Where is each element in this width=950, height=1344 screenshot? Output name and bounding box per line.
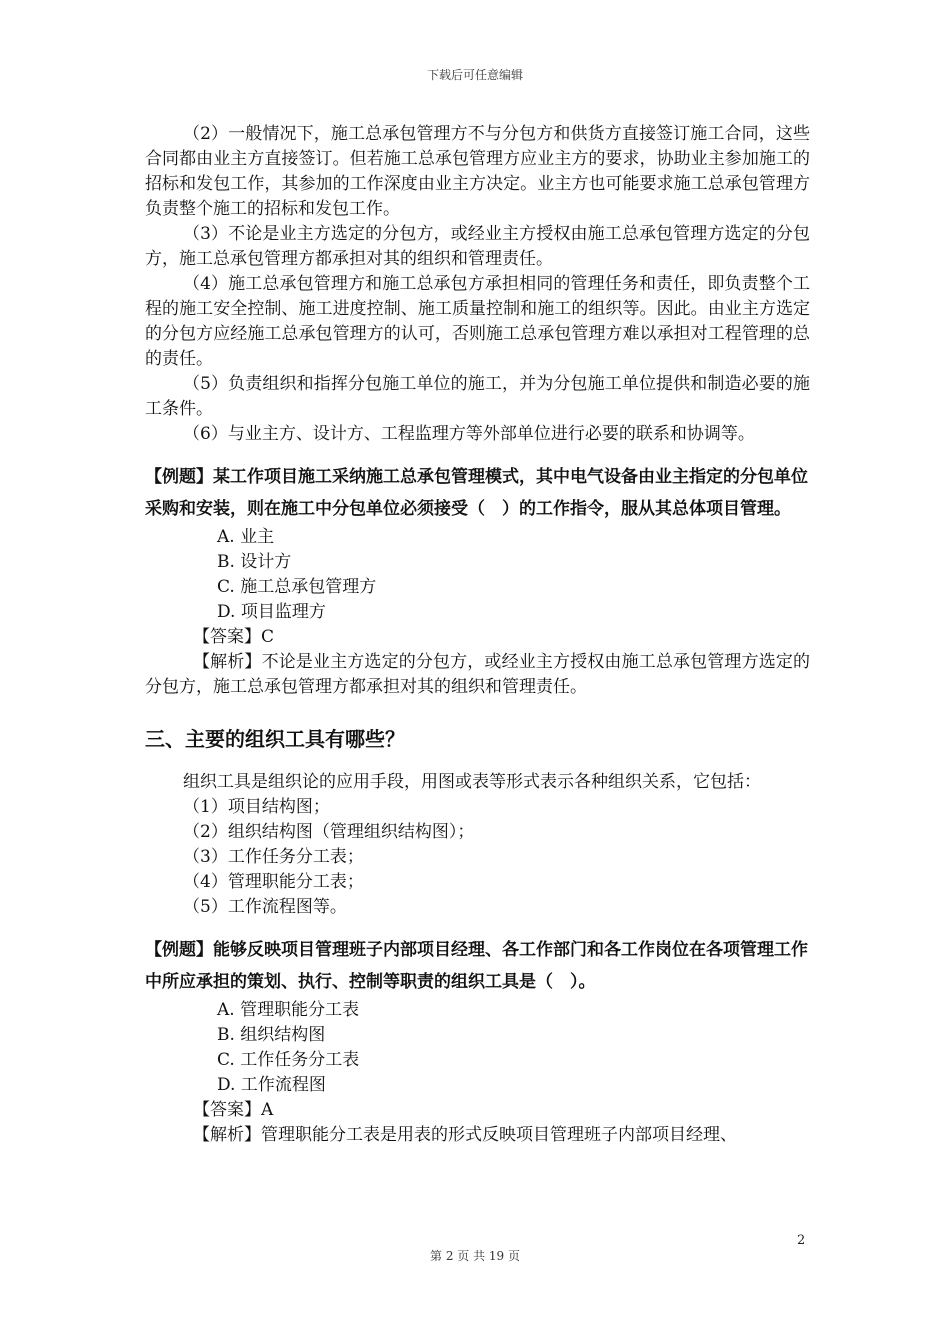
section-3-body [145, 770, 810, 920]
tool-item-4: （4）管理职能分工表； [183, 872, 364, 892]
section-3-heading: 三、主要的组织工具有哪些？ [145, 727, 405, 751]
paragraph-duty-5: （5）负责组织和指挥分包施工单位的施工，并为分包施工单位提供和制造必要的施工条件。 [145, 374, 810, 419]
example-2-question: 【例题】能够反映项目管理班子内部项目经理、各工作部门和各工作岗位在各项管理工作中所应承担的策划、执行、控制等职责的组织工具是（ ）。 [145, 940, 808, 992]
paragraph-duty-4: （4）施工总承包管理方和施工总承包方承担相同的管理任务和责任，即负责整个工程的施工安全控制、施工进度控制、施工质量控制和施工的组织等。因此。由业主方选定的分包方应经施工总承包管理方的认可，否则施工总承包管理方难以承担对工程管理的总的责任。 [145, 274, 810, 369]
management-duties-list [145, 122, 810, 447]
tool-item-1: （1）项目结构图； [183, 797, 330, 817]
example-2-option-b: B. 组织结构图 [217, 1025, 326, 1045]
section-3-intro: 组织工具是组织论的应用手段，用图或表等形式表示各种组织关系，它包括： [183, 772, 761, 792]
example-1-option-d: D. 项目监理方 [217, 602, 326, 622]
example-2-option-d: D. 工作流程图 [217, 1075, 326, 1095]
example-2-option-c: C. 工作任务分工表 [217, 1050, 360, 1070]
tool-item-5: （5）工作流程图等。 [183, 897, 347, 917]
example-1-answer: 【答案】C [193, 627, 275, 647]
page-number: 2 [797, 1233, 806, 1248]
example-1-analysis: 【解析】不论是业主方选定的分包方，或经业主方授权由施工总承包管理方选定的分包方，施工总承包管理方都承担对其的组织和管理责任。 [145, 652, 810, 697]
paragraph-duty-6: （6）与业主方、设计方、工程监理方等外部单位进行必要的联系和协调等。 [183, 424, 755, 444]
tool-item-3: （3）工作任务分工表； [183, 847, 364, 867]
example-2-option-a: A. 管理职能分工表 [217, 1000, 360, 1020]
example-1-option-c: C. 施工总承包管理方 [217, 577, 377, 597]
paragraph-duty-2: （2）一般情况下，施工总承包管理方不与分包方和供货方直接签订施工合同，这些合同都由业主方直接签订。但若施工总承包管理方应业主方的要求，协助业主参加施工的招标和发包工作，其参加的工作深度由业主方决定。业主方也可能要求施工总承包管理方负责整个施工的招标和发包工作。 [145, 124, 810, 219]
paragraph-duty-3: （3）不论是业主方选定的分包方，或经业主方授权由施工总承包管理方选定的分包方，施工总承包管理方都承担对其的组织和管理责任。 [145, 224, 810, 269]
example-1-option-b: B. 设计方 [217, 552, 292, 572]
example-2-analysis: 【解析】管理职能分工表是用表的形式反映项目管理班子内部项目经理、 [193, 1125, 737, 1145]
example-1-question: 【例题】某工作项目施工采纳施工总承包管理模式，其中电气设备由业主指定的分包单位采购和安装，则在施工中分包单位必须接受（ ）的工作指令，服从其总体项目管理。 [145, 467, 808, 519]
example-question-1 [145, 461, 810, 700]
tool-item-2: （2）组织结构图（管理组织结构图）； [183, 822, 475, 842]
page-content [145, 122, 810, 1148]
example-1-option-a: A. 业主 [217, 527, 275, 547]
example-2-answer: 【答案】A [193, 1100, 274, 1120]
example-question-2 [145, 934, 810, 1148]
page-footer: 第 2 页 共 19 页 [430, 1249, 520, 1263]
page-header: 下载后可任意编辑 [426, 68, 523, 82]
